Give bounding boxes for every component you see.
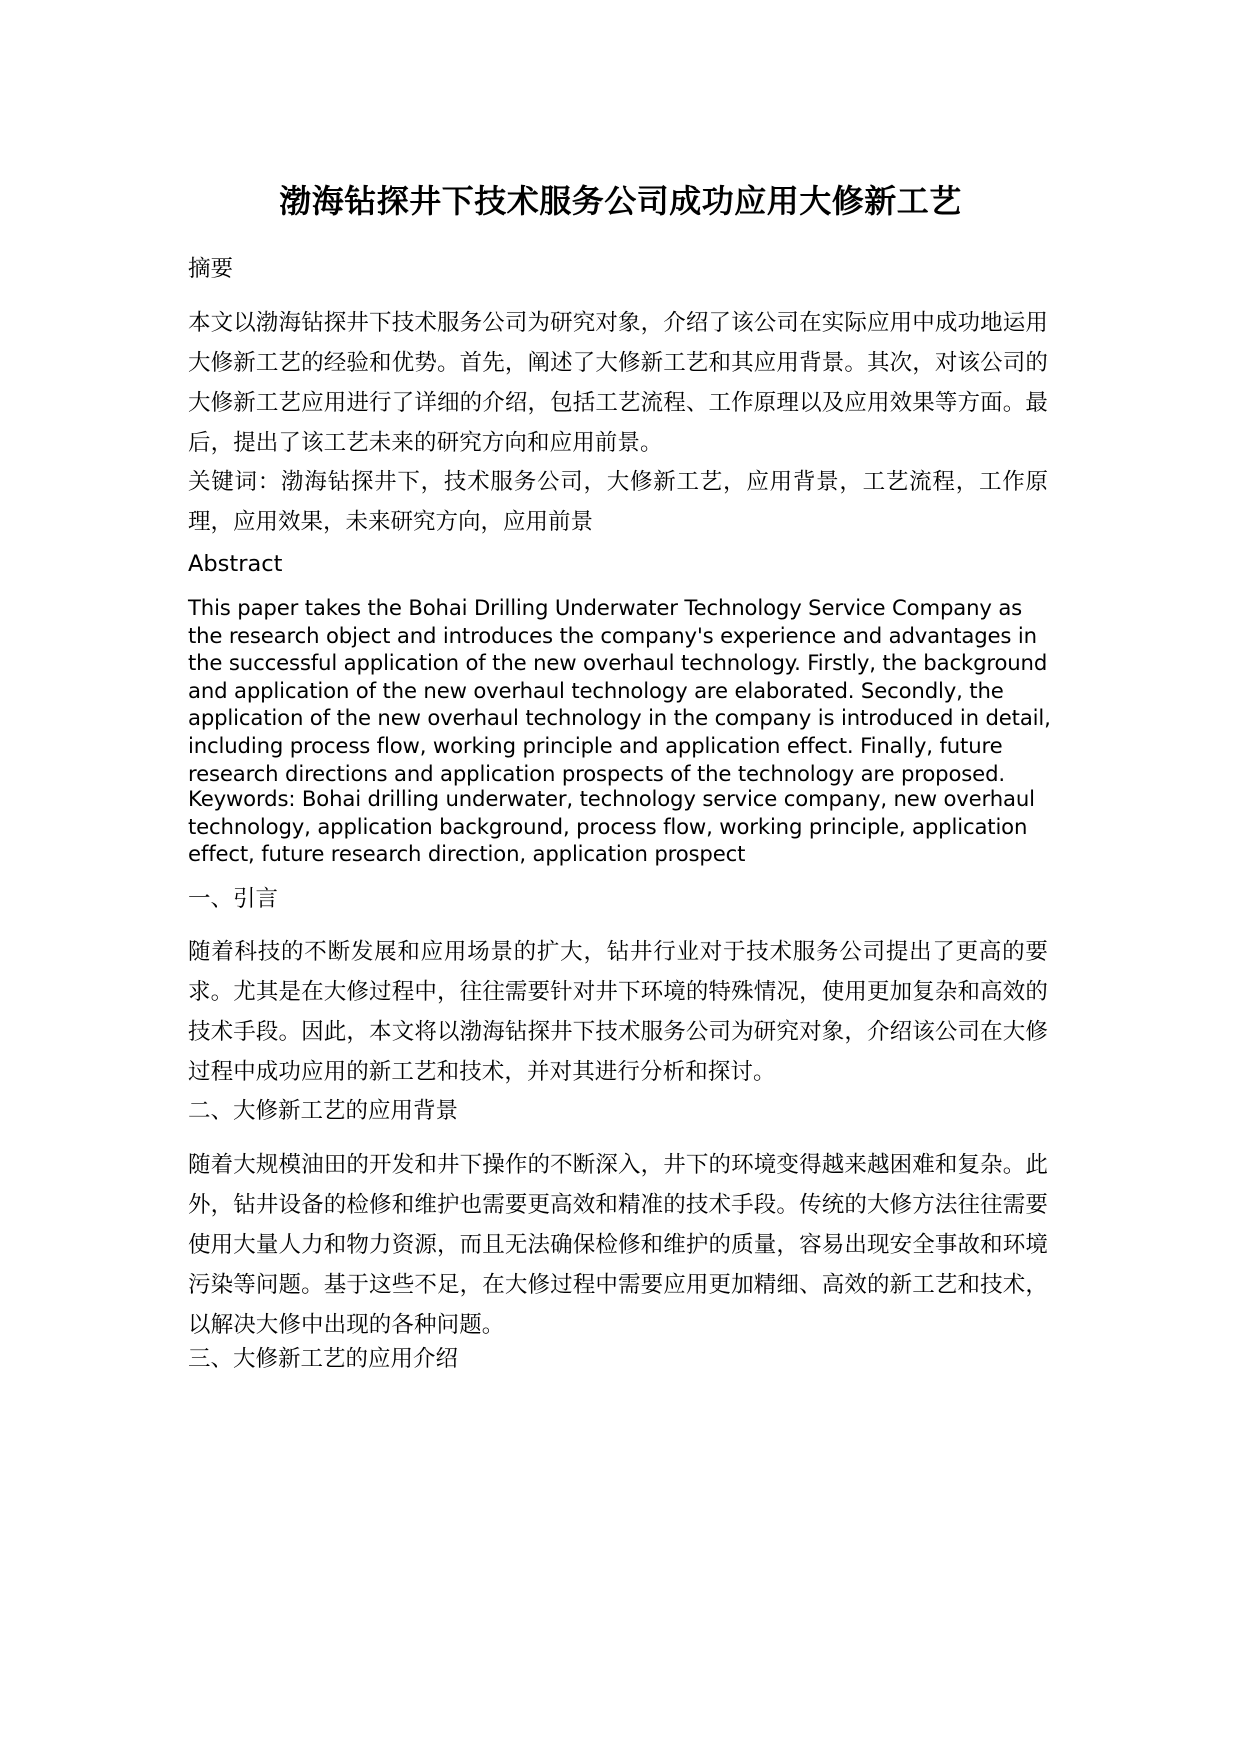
abstract-cn-heading: 摘要 [188, 256, 234, 282]
abstract-cn-paragraph: 本文以渤海钻探井下技术服务公司为研究对象，介绍了该公司在实际应用中成功地运用大修新工艺的经验和优势。首先，阐述了大修新工艺和其应用背景。其次，对该公司的大修新工艺应用进行了详细的介绍，包括工艺流程、工作原理以及应用效果等方面。最后，提出了该工艺未来的研究方向和应用前景。 [188, 310, 1048, 456]
abstract-en-heading: Abstract [188, 551, 283, 577]
section2-heading: 二、大修新工艺的应用背景 [188, 1098, 459, 1124]
abstract-en-paragraph: This paper takes the Bohai Drilling Underwater Technology Service Company as the research object and introduces the company's experience and advantages in the successful application of the new overhaul technology. Firstly, the background and application of the new overhaul technology are elaborated. Secondly, the application of the new overhaul technology in the company is introduced in detail, including process flow, working principle and application effect. Finally, future research directions and application prospects of the technology are proposed. [188, 595, 1051, 786]
keywords-en-paragraph: Keywords: Bohai drilling underwater, technology service company, new overhaul technology, application background, process flow, working principle, application effect, future research direction, application prospect [188, 786, 1035, 867]
section1-paragraph: 随着科技的不断发展和应用场景的扩大，钻井行业对于技术服务公司提出了更高的要求。尤其是在大修过程中，往往需要针对井下环境的特殊情况，使用更加复杂和高效的技术手段。因此，本文将以渤海钻探井下技术服务公司为研究对象，介绍该公司在大修过程中成功应用的新工艺和技术，并对其进行分析和探讨。 [188, 939, 1048, 1085]
section3-heading: 三、大修新工艺的应用介绍 [188, 1346, 459, 1372]
keywords-cn-paragraph: 关键词：渤海钻探井下，技术服务公司，大修新工艺，应用背景，工艺流程，工作原理，应用效果，未来研究方向，应用前景 [188, 469, 1048, 535]
section2-paragraph: 随着大规模油田的开发和井下操作的不断深入，井下的环境变得越来越困难和复杂。此外，钻井设备的检修和维护也需要更高效和精准的技术手段。传统的大修方法往往需要使用大量人力和物力资源，而且无法确保检修和维护的质量，容易出现安全事故和环境污染等问题。基于这些不足，在大修过程中需要应用更加精细、高效的新工艺和技术，以解决大修中出现的各种问题。 [188, 1152, 1048, 1338]
document-title: 渤海钻探井下技术服务公司成功应用大修新工艺 [279, 182, 962, 220]
section1-heading: 一、引言 [188, 886, 279, 912]
